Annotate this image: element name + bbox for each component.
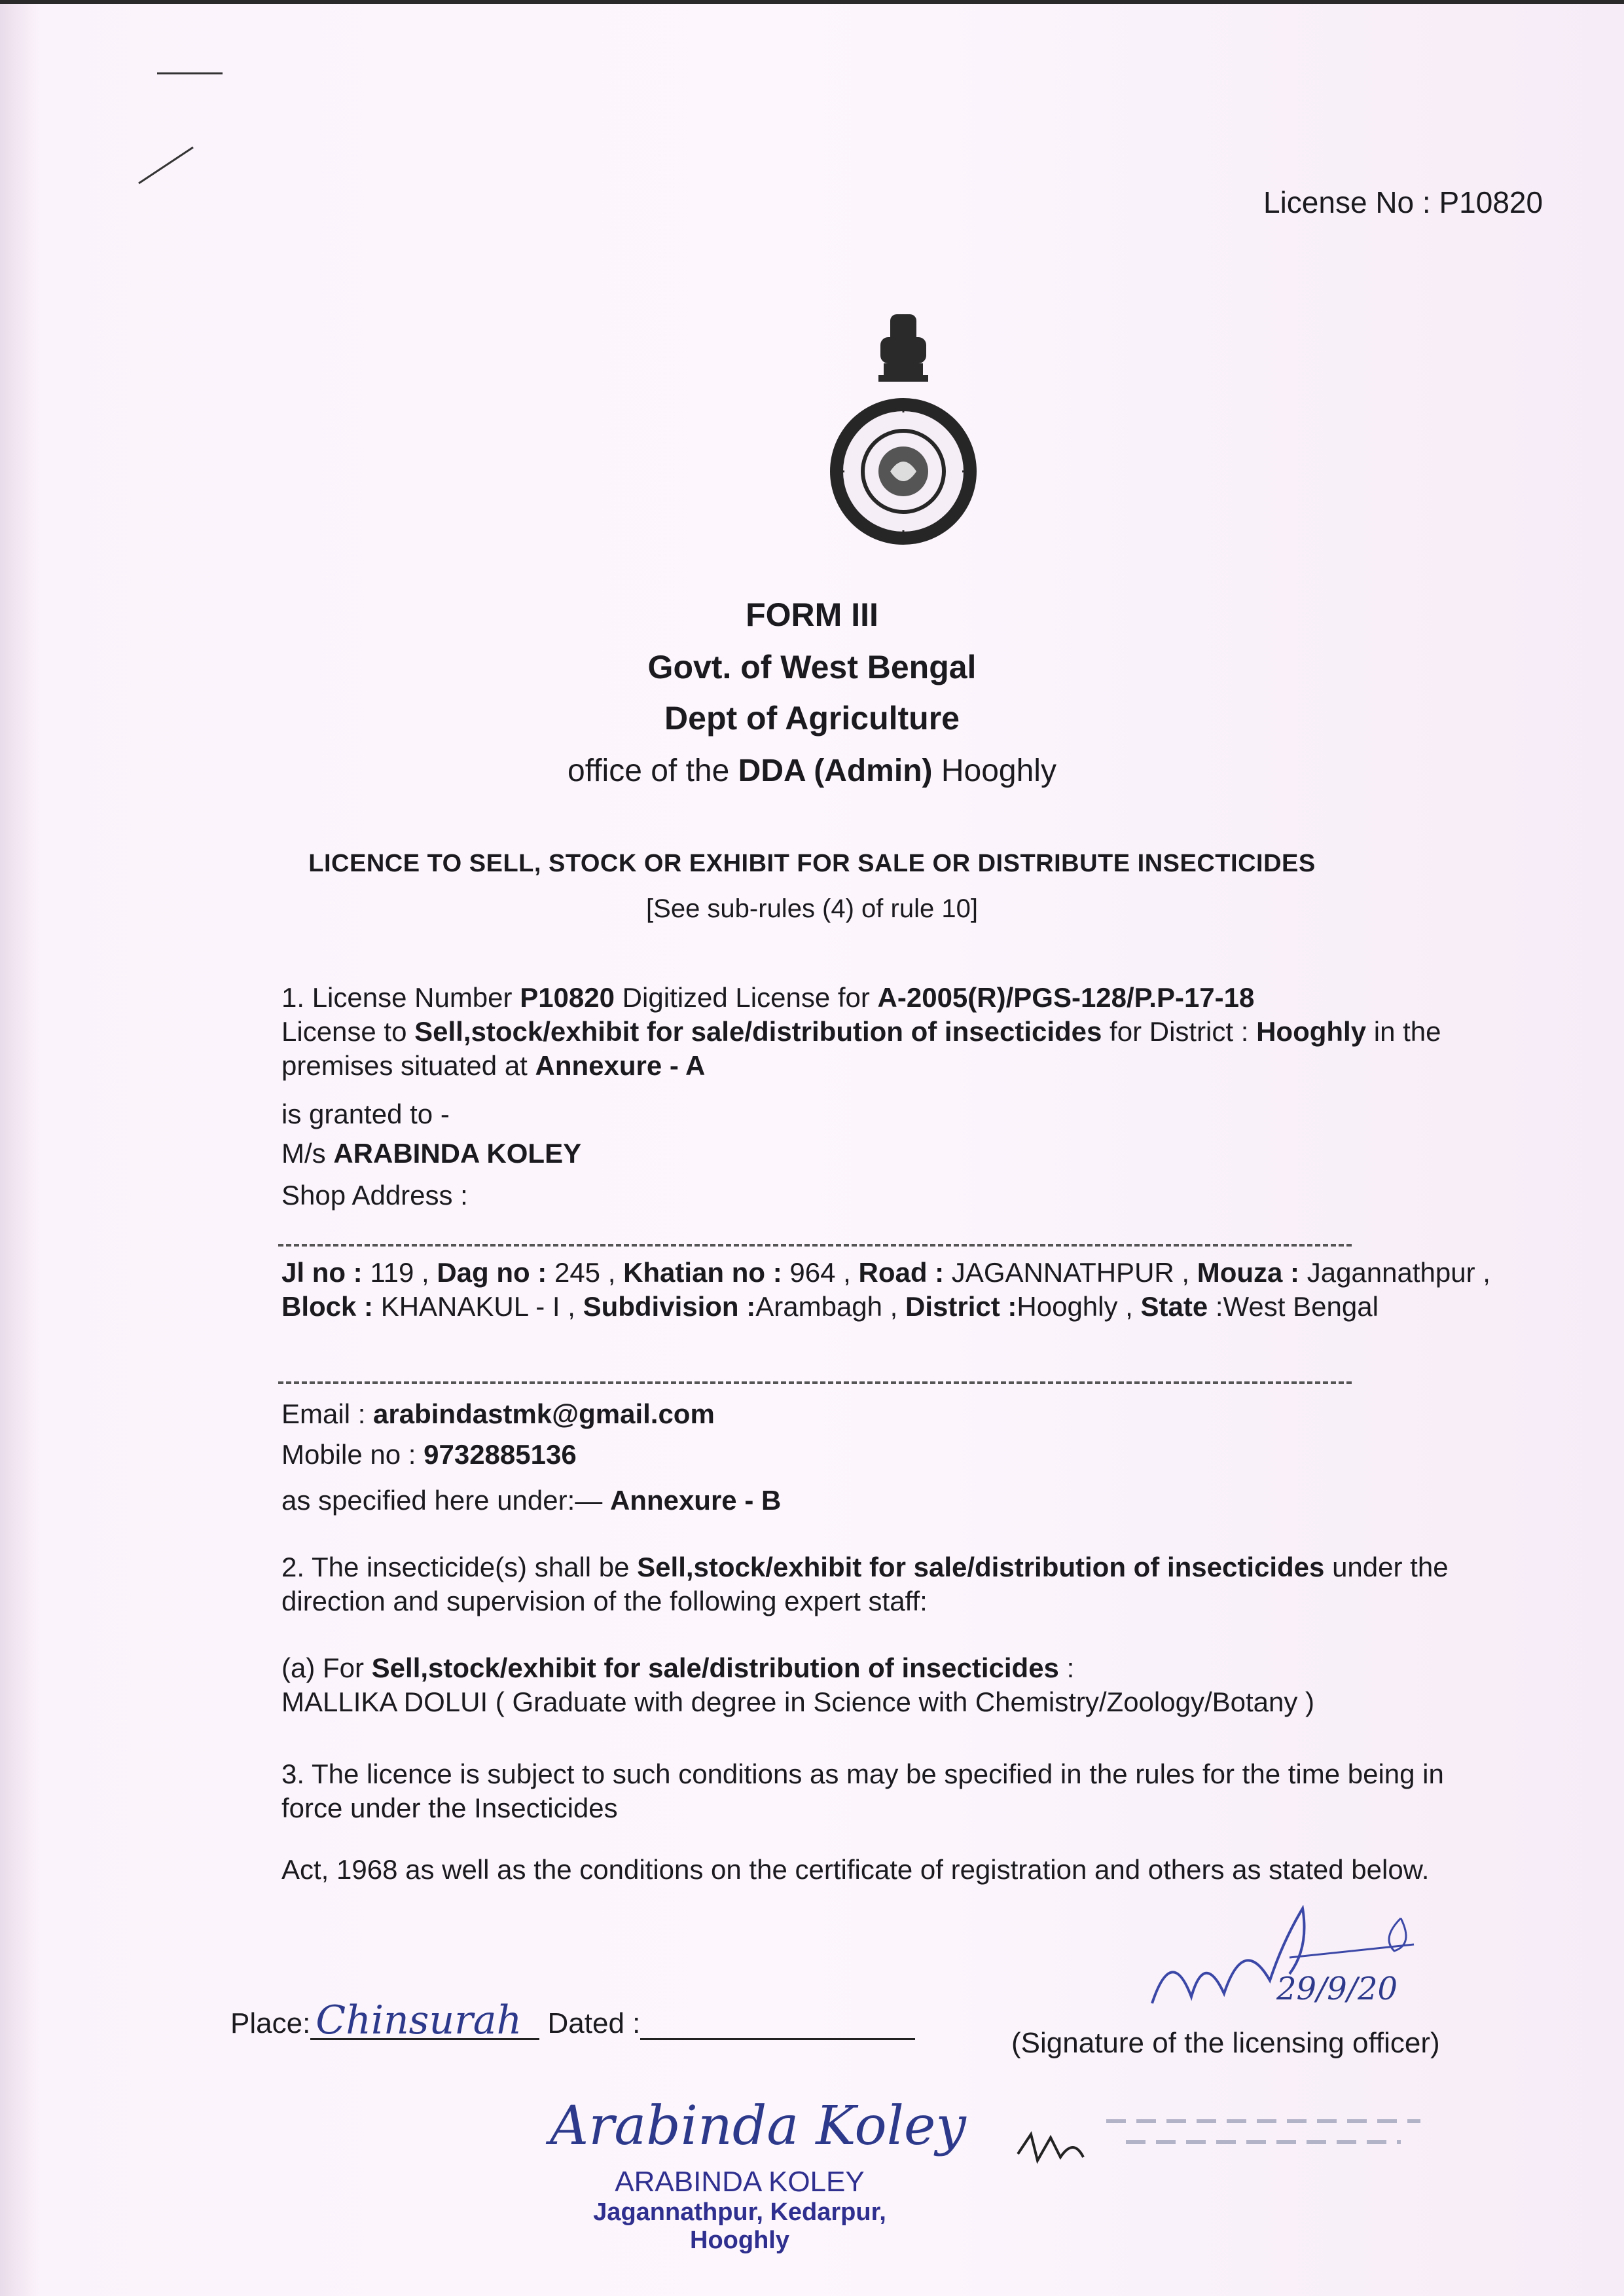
section-2 <box>281 1550 1492 1618</box>
section-3-part2: Act, 1968 as well as the conditions on the certificate of registration and others as stated below. <box>281 1854 1430 1885</box>
license-type: Sell,stock/exhibit for sale/distribution of insecticides <box>414 1016 1102 1047</box>
license-number: P10820 <box>520 982 615 1013</box>
mouza-label: Mouza : <box>1197 1257 1300 1288</box>
annexure-a: Annexure - A <box>535 1050 706 1081</box>
s2-type: Sell,stock/exhibit for sale/distribution of insecticides <box>637 1552 1325 1582</box>
officer-signature-label: (Signature of the licensing officer) <box>1011 2027 1440 2059</box>
road-label: Road : <box>858 1257 945 1288</box>
subdivision-label: Subdivision : <box>583 1291 756 1322</box>
block-value: KHANAKUL - I , <box>373 1291 583 1322</box>
stamp-name: ARABINDA KOLEY <box>615 2166 865 2198</box>
section-2a <box>281 1651 1492 1719</box>
s1-text: in the premises situated at <box>281 1016 1441 1081</box>
specified-text: as specified here under:— <box>281 1485 610 1516</box>
section-1 <box>281 981 1492 1083</box>
email-line <box>281 1397 1492 1431</box>
mobile-label: Mobile no : <box>281 1439 424 1470</box>
s2a-type: Sell,stock/exhibit for sale/distribution of insecticides <box>371 1652 1059 1683</box>
subrules-reference: [See sub-rules (4) of rule 10] <box>646 894 978 923</box>
jl-label: Jl no : <box>281 1257 363 1288</box>
state-label: State <box>1140 1291 1208 1322</box>
annexure-b: Annexure - B <box>609 1485 782 1516</box>
office-bold: DDA (Admin) <box>738 754 933 788</box>
top-border <box>0 0 1624 4</box>
s2-text: under the direction and supervision of the following expert staff: <box>281 1552 1449 1616</box>
s1-text: for District : <box>1102 1016 1257 1047</box>
dated-field <box>640 2012 915 2040</box>
officer-sign-date: 29/9/20 <box>1276 1971 1398 2007</box>
block-label: Block : <box>281 1291 374 1322</box>
place-handwritten: Chinsurah <box>316 1997 522 2043</box>
holder-stamp <box>537 2166 943 2255</box>
state-value: :West Bengal <box>1208 1291 1379 1322</box>
shop-address-label: Shop Address : <box>281 1180 468 1211</box>
digitized-license-ref: A-2005(R)/PGS-128/P.P-17-18 <box>877 982 1255 1013</box>
holder-signature: Arabinda Koley <box>550 2095 966 2157</box>
mobile-line <box>281 1438 1492 1472</box>
khatian-value: 964 , <box>782 1257 859 1288</box>
form-title: FORM III <box>746 596 878 633</box>
s2a-suffix: : <box>1058 1652 1075 1683</box>
s1-text: License to <box>281 1016 415 1047</box>
dag-value: 245 , <box>547 1257 624 1288</box>
state-emblem-icon <box>818 308 988 556</box>
stamp-address-2: Hooghly <box>690 2227 789 2254</box>
firm-name: ARABINDA KOLEY <box>333 1138 582 1169</box>
faded-stamp-marks <box>1100 2102 1427 2154</box>
place-line <box>230 1997 915 2043</box>
faded-official-stamp <box>1100 2102 1427 2159</box>
specified-line <box>281 1484 1492 1518</box>
email-value: arabindastmk@gmail.com <box>373 1398 715 1429</box>
firm-line <box>281 1137 1492 1171</box>
granted-to: is granted to - <box>281 1099 450 1129</box>
office-prefix: office of the <box>568 754 738 788</box>
mouza-value: Jagannathpur , <box>1299 1257 1490 1288</box>
government-name: Govt. of West Bengal <box>647 649 977 685</box>
district-label: District : <box>905 1291 1017 1322</box>
pen-marks <box>131 59 262 203</box>
dashed-divider <box>278 1244 1352 1247</box>
district-value: Hooghly , <box>1017 1291 1141 1322</box>
place-label: Place: <box>230 2007 311 2039</box>
licence-heading: LICENCE TO SELL, STOCK OR EXHIBIT FOR SALE OR DISTRIBUTE INSECTICIDES <box>308 850 1316 877</box>
license-district: Hooghly <box>1256 1016 1367 1047</box>
place-field <box>310 1997 539 2043</box>
email-label: Email : <box>281 1398 374 1429</box>
stamp-address-1: Jagannathpur, Kedarpur, <box>593 2198 886 2226</box>
section-3-part1: 3. The licence is subject to such conditions as may be specified in the rules for the time being in force under the Insecticides <box>281 1758 1444 1823</box>
expert-staff: MALLIKA DOLUI ( Graduate with degree in Science with Chemistry/Zoology/Botany ) <box>281 1686 1315 1717</box>
khatian-label: Khatian no : <box>623 1257 782 1288</box>
s2-text: 2. The insecticide(s) shall be <box>281 1552 638 1582</box>
s1-text: 1. License Number <box>281 982 520 1013</box>
ms-prefix: M/s <box>281 1138 334 1169</box>
s2a-prefix: (a) For <box>281 1652 372 1683</box>
office-line <box>0 753 1624 789</box>
office-suffix: Hooghly <box>932 754 1056 788</box>
mobile-value: 9732885136 <box>424 1439 577 1470</box>
shop-address <box>281 1256 1492 1324</box>
subdivision-value: Arambagh , <box>755 1291 906 1322</box>
dated-label: Dated : <box>547 2007 641 2039</box>
initials-scribble <box>1011 2121 1090 2174</box>
dashed-divider <box>278 1381 1352 1384</box>
dag-label: Dag no : <box>437 1257 547 1288</box>
license-number-header: License No : P10820 <box>1263 185 1543 219</box>
department-name: Dept of Agriculture <box>664 700 960 737</box>
road-value: JAGANNATHPUR , <box>944 1257 1197 1288</box>
s1-text: Digitized License for <box>615 982 878 1013</box>
jl-value: 119 , <box>362 1257 437 1288</box>
